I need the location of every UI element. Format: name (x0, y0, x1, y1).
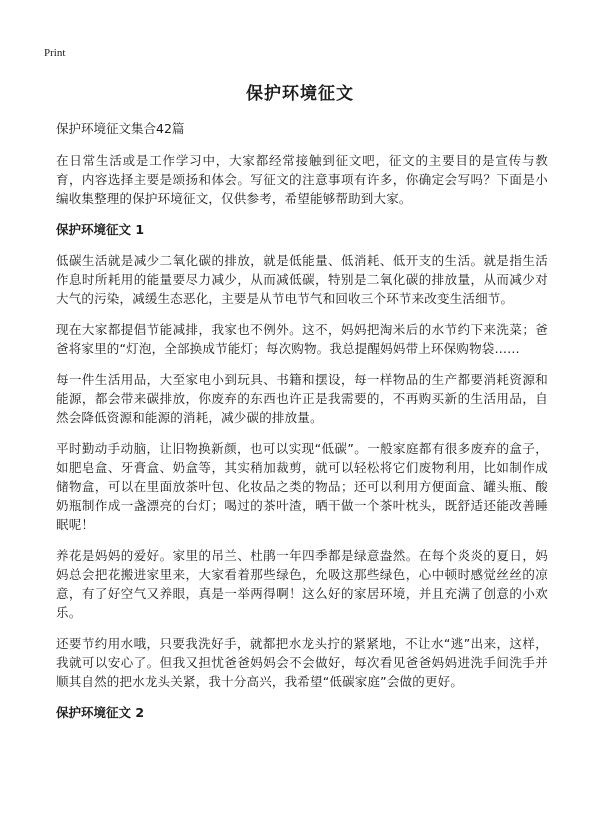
section-paragraph: 现在大家都提倡节能减排，我家也不例外。这不，妈妈把淘米后的水节约下来洗菜；爸爸将家里的“灯泡，全部换成节能灯；每次购物。我总提醒妈妈带上环保购物袋…… (56, 322, 548, 356)
intro-paragraph: 在日常生活或是工作学习中，大家都经常接触到征文吧，征文的主要目的是宣传与教育，内容选择主要是颂扬和体会。写征文的注意事项有许多，你确定会写吗？下面是小编收集整理的保护环境征文，仅供参考，希望能够帮助到大家。 (56, 153, 548, 206)
section-paragraph: 养花是妈妈的爱好。家里的吊兰、杜鹃一年四季都是绿意盎然。在每个炎炎的夏日，妈妈总会把花搬进家里来，大家看着那些绿色，允吸这那些绿色，心中顿时感觉丝丝的凉意，有了好空气又养眼，真是一举两得啊！这么好的家居环境，并且充满了创意的小欢乐。 (56, 548, 548, 620)
section-paragraph: 还要节约用水哦，只要我洗好手，就都把水龙头拧的紧紧地，不让水“逃”出来，这样，我就可以安心了。但我又担忧爸爸妈妈会不会做好，每次看见爸爸妈妈进洗手间洗手并顺其自然的把水龙头关紧，我十分高兴，我希望“低碳家庭”会做的更好。 (56, 636, 548, 689)
section-paragraph: 平时勤动手动脑，让旧物换新颜，也可以实现“低碳”。一般家庭都有很多废弃的盒子，如肥皂盒、牙膏盒、奶盒等，其实稍加裁剪，就可以轻松将它们废物利用，比如制作成储物盒，可以在里面放茶叶包、化妆品之类的物品；还可以利用方便面盒、罐头瓶、酸奶瓶制作成一盏漂亮的台灯；喝过的茶叶渣，晒干做一个茶叶枕头，既舒适还能改善睡眠呢！ (56, 441, 548, 532)
print-label[interactable]: Print (44, 47, 66, 59)
section-heading: 保护环境征文 2 (56, 705, 145, 720)
document-subtitle: 保护环境征文集合42篇 (56, 121, 185, 136)
section-paragraph: 低碳生活就是减少二氧化碳的排放，就是低能量、低消耗、低开支的生活。就是指生活作息时所耗用的能量要尽力减少，从而减低碳，特别是二氧化碳的排放量，从而减少对大气的污染，减缓生态恶化，主要是从节电节气和回收三个环节来改变生活细节。 (56, 253, 548, 306)
document-body (56, 120, 548, 734)
document-title: 保护环境征文 (246, 84, 354, 104)
section-paragraph: 每一件生活用品，大至家电小到玩具、书籍和摆设，每一样物品的生产都要消耗资源和能源，都会带来碳排放，你废弃的东西也许正是我需要的，不再购买新的生活用品，自然会降低资源和能源的消耗，减少碳的排放量。 (56, 372, 548, 425)
section-heading: 保护环境征文 1 (56, 222, 145, 237)
